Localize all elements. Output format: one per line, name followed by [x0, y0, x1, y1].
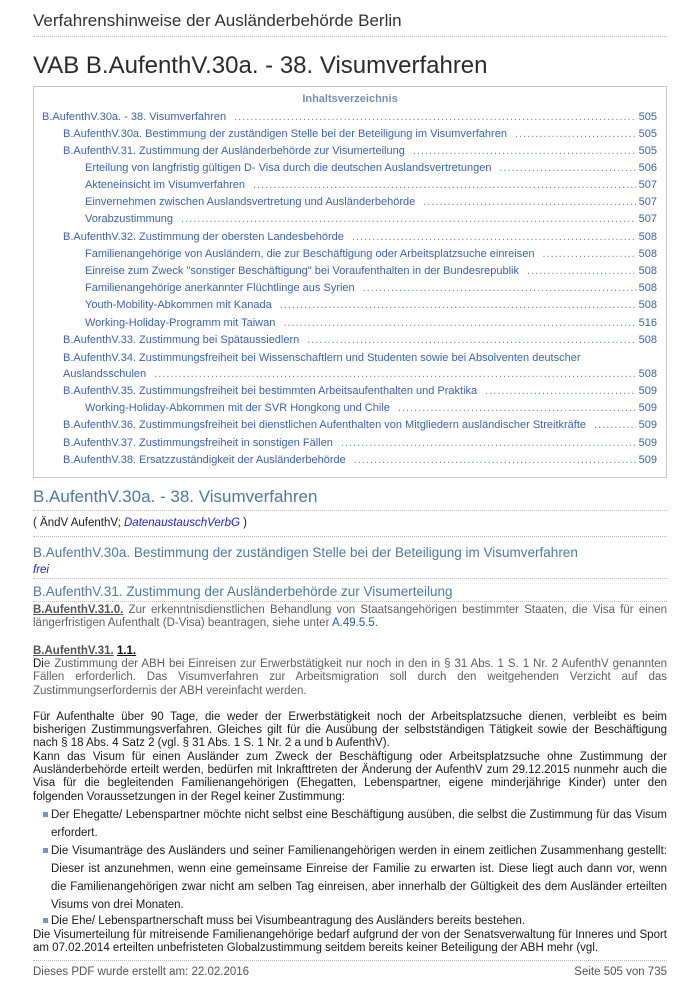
toc-item-page[interactable]: 509	[638, 402, 657, 414]
s31-0-text: Zur erkenntnisdienstlichen Behandlung von Staatsangehörigen bestimmter Staaten, die Visa für einen längerfristigen Aufenthalt (D-Visa) beantragen, siehe unter	[33, 604, 667, 630]
toc-leader-dots	[594, 418, 636, 433]
toc-item-page[interactable]: 508	[638, 334, 657, 346]
toc-item[interactable]	[85, 316, 657, 331]
toc-item[interactable]	[85, 401, 657, 416]
toc-item-label[interactable]: Einvernehmen zwischen Auslandsvertretung und Ausländerbehörde	[85, 196, 416, 208]
toc-item[interactable]	[63, 333, 657, 348]
toc-item-label[interactable]: B.AufenthV.36. Zustimmungsfreiheit bei dienstlichen Aufenthalten von Mitgliedern ausländischer Streitkräfte	[63, 419, 587, 431]
toc-item-page[interactable]: 508	[638, 265, 657, 277]
toc-leader-dots	[307, 333, 635, 348]
s31-0-ref: B.AufenthV.31.0.	[33, 604, 124, 616]
toc-leader-dots	[283, 316, 635, 331]
site-title: Verfahrenshinweise der Ausländerbehörde Berlin	[33, 11, 402, 30]
toc-item-label[interactable]: B.AufenthV.32. Zustimmung der obersten Landesbehörde	[63, 231, 344, 243]
toc-item-label[interactable]: B.AufenthV.35. Zustimmungsfreiheit bei bestimmten Arbeitsaufenthalten und Praktika	[63, 385, 478, 397]
toc-leader-dots	[280, 298, 636, 313]
bullet-square-icon	[43, 848, 48, 853]
s31-0-paragraph	[33, 604, 667, 630]
footer-divider	[33, 960, 667, 961]
table-of-contents	[33, 86, 667, 478]
toc-item[interactable]	[63, 453, 657, 468]
toc-item[interactable]	[85, 247, 657, 262]
s30a-frei[interactable]	[33, 564, 667, 577]
header-divider	[33, 36, 667, 37]
toc-item-page[interactable]: 505	[638, 111, 657, 123]
bullet-text: Der Ehegatte/ Lebenspartner möchte nicht selbst eine Beschäftigung ausüben, die selbst die Zustimmung für das Visum erfordert.	[51, 809, 667, 839]
toc-leader-dots	[398, 401, 636, 416]
toc-item-page[interactable]: 507	[638, 196, 657, 208]
footer-created: Dieses PDF wurde erstellt am: 22.02.2016	[33, 966, 250, 978]
toc-item-label[interactable]: Youth-Mobility-Abkommen mit Kanada	[85, 299, 272, 311]
a4955-link[interactable]: A.49.5.5	[331, 617, 375, 630]
toc-item-label[interactable]: B.AufenthV.30a. Bestimmung der zuständigen Stelle bei der Beteiligung im Visumverfahren	[63, 128, 507, 140]
bullet-text: Die Visumanträge des Ausländers und seiner Familienangehörigen werden in einem zeitlichen Zusammenhang gestellt: Dieser ist anzunehmen, wenn eine gemeinsame Einreise der Familie zu erwarten ist. Diese liegt auch dann vor, wenn die Familienangehörigen zwar nicht am selben Tag einreisen, aber innerhalb der Gültigkeit des dem Ausländer erteilten Visums von drei Monaten.	[51, 845, 667, 911]
toc-item-label[interactable]: B.AufenthV.38. Ersatzzuständigkeit der Ausländerbehörde	[63, 454, 346, 466]
toc-leader-dots	[542, 247, 635, 262]
paragraph-2: Kann das Visum für einen Ausländer zum Zweck der Beschäftigung oder Arbeitsplatzsuche ohne Zustimmung der Ausländerbehörde erteilt werden, bedürfen mit Inkrafttreten der Änderung der AufenthV zum 29.12.2015 nunmehr auch die Visa für die begleitenden Familienangehörigen (Ehegatten, Lebenspartner, eigene minderjährige Kinder) unter den folgenden Voraussetzungen in der Regel keiner Zustimmung:	[33, 751, 667, 803]
toc-leader-dots	[253, 178, 636, 193]
toc-item[interactable]	[63, 436, 657, 451]
bullet-text: Die Ehe/ Lebenspartnerschaft muss bei Visumbeantragung des Ausländers bereits bestehen.	[51, 915, 526, 927]
toc-item[interactable]	[63, 144, 657, 159]
datenaustausch-link[interactable]: DatenaustauschVerbG	[124, 517, 240, 529]
toc-leader-dots	[181, 212, 636, 227]
toc-item[interactable]	[63, 367, 657, 382]
paragraph-1: Für Aufenthalte über 90 Tage, die weder der Erwerbstätigkeit noch der Arbeitsplatzsuche dienen, verbleibt es beim bisherigen Zustimmungsverfahren. Gleiches gilt für die Ausübung der selbstständigen Tätigkeit sowie der Beschäftigung nach § 18 Abs. 4 Satz 2 (vgl. § 31 Abs. 1 S. 1 Nr. 2 a und b AufenthV).	[33, 711, 667, 750]
toc-item[interactable]	[85, 212, 657, 227]
toc-item-page[interactable]: 505	[638, 145, 657, 157]
toc-leader-dots	[154, 367, 635, 382]
toc-item[interactable]	[85, 178, 657, 193]
toc-leader-dots	[515, 127, 636, 142]
s31-0-end: .	[374, 617, 379, 630]
toc-item-page[interactable]: 508	[638, 368, 657, 380]
amendment-note	[33, 517, 667, 530]
toc-item-label[interactable]: Working-Holiday-Abkommen mit der SVR Hongkong und Chile	[85, 402, 390, 414]
toc-item-page[interactable]: 509	[638, 419, 657, 431]
toc-item-label[interactable]: Auslandsschulen	[63, 368, 147, 380]
toc-item-page[interactable]: 508	[638, 299, 657, 311]
toc-item-text[interactable]: B.AufenthV.34. Zustimmungsfreiheit bei Wissenschaftlern und Studenten sowie bei Absolventen deutscher	[63, 352, 581, 364]
s31-11-text: e Zustimmung der ABH bei Einreisen zur Erwerbstätigkeit nur noch in den in § 31 Abs. 1 S. 1 Nr. 2 AufenthV genannten Fällen erforderlich. Das Visumverfahren zur Arbeitsmigration soll durch den weitgehenden Verzicht auf das Zustimmungserfordernis der ABH vereinfacht werden.	[33, 658, 667, 697]
bullet-square-icon	[43, 812, 48, 817]
toc-item[interactable]	[63, 127, 657, 142]
toc-item[interactable]	[42, 110, 657, 125]
toc-leader-dots	[499, 161, 635, 176]
s30a-title: B.AufenthV.30a. Bestimmung der zuständigen Stelle bei der Beteiligung im Visumverfahren	[33, 545, 578, 560]
toc-item-label[interactable]: Familienangehörige anerkannter Flüchtlinge aus Syrien	[85, 282, 355, 294]
toc-item-label[interactable]: B.AufenthV.30a. - 38. Visumverfahren	[42, 111, 227, 123]
toc-item-label[interactable]: B.AufenthV.31. Zustimmung der Ausländerbehörde zur Visumerteilung	[63, 145, 405, 157]
toc-item-page[interactable]: 507	[638, 213, 657, 225]
toc-item[interactable]	[63, 384, 657, 399]
s30a-divider	[33, 578, 667, 579]
bullet-square-icon	[43, 918, 48, 923]
toc-item-label[interactable]: Working-Holiday-Programm mit Taiwan	[85, 317, 276, 329]
toc-leader-dots	[527, 264, 636, 279]
toc-item-label[interactable]: Familienangehörige von Ausländern, die zur Beschäftigung oder Arbeitsplatzsuche einreisen	[85, 248, 535, 260]
toc-item-page[interactable]: 505	[638, 128, 657, 140]
toc-item-label[interactable]: B.AufenthV.33. Zustimmung bei Spätaussiedlern	[63, 334, 300, 346]
toc-leader-dots	[354, 453, 636, 468]
s31-11-di: Di	[33, 658, 44, 671]
toc-item-page[interactable]: 507	[638, 179, 657, 191]
toc-item-label[interactable]: B.AufenthV.37. Zustimmungsfreiheit in sonstigen Fällen	[63, 437, 333, 449]
toc-item-page[interactable]: 509	[638, 385, 657, 397]
amend-prefix: ( ÄndV AufenthV;	[33, 517, 124, 529]
section-divider	[33, 510, 667, 511]
toc-leader-dots	[413, 144, 636, 159]
toc-item[interactable]	[85, 195, 657, 210]
toc-item[interactable]	[85, 161, 657, 176]
paragraph-3: Die Visumerteilung für mitreisende Familienangehörige bedarf aufgrund der von der Senatsverwaltung für Inneres und Sport am 07.02.2014 erteilten unbefristeten Globalzustimmung seitdem bereits keiner Beteiligung der ABH mehr (vgl.	[33, 929, 667, 955]
bullet-item-1	[43, 806, 667, 842]
toc-item-page[interactable]: 509	[638, 437, 657, 449]
toc-item[interactable]	[85, 281, 657, 296]
toc-item[interactable]	[63, 418, 657, 433]
toc-item-page[interactable]: 506	[638, 162, 657, 174]
toc-leader-dots	[341, 436, 636, 451]
toc-item-page[interactable]: 508	[638, 231, 657, 243]
toc-leader-dots	[234, 110, 636, 125]
amendment-divider	[33, 536, 667, 537]
s31-11-ref: B.AufenthV.31.	[33, 645, 114, 657]
toc-leader-dots	[363, 281, 636, 296]
s31-title: B.AufenthV.31. Zustimmung der Ausländerbehörde zur Visumerteilung	[33, 584, 453, 599]
toc-leader-dots	[352, 230, 636, 245]
page-title: VAB B.AufenthV.30a. - 38. Visumverfahren	[33, 52, 488, 79]
toc-leader-dots	[423, 195, 635, 210]
toc-item[interactable]	[85, 298, 657, 313]
s31-11-num: 1.1.	[116, 645, 137, 657]
toc-item-label[interactable]: Einreise zum Zweck "sonstiger Beschäftigung" bei Voraufenthalten in der Bundesrepublik	[85, 265, 520, 277]
bullet-item-2	[43, 842, 667, 914]
footer-page: Seite 505 von 735	[574, 966, 667, 978]
toc-item-page[interactable]: 516	[638, 317, 657, 329]
s31-11-paragraph	[33, 645, 667, 698]
toc-item-label[interactable]: Akteneinsicht im Visumverfahren	[85, 179, 245, 191]
toc-item-label[interactable]: Erteilung von langfristig gültigen D- Visa durch die deutschen Auslandsvertretungen	[85, 162, 492, 174]
toc-item-label[interactable]: Vorabzustimmung	[85, 213, 174, 225]
toc-leader-dots	[485, 384, 635, 399]
section-title: B.AufenthV.30a. - 38. Visumverfahren	[33, 487, 318, 506]
amend-suffix: )	[239, 517, 247, 529]
bullet-item-3	[43, 912, 667, 930]
toc-title: Inhaltsverzeichnis	[302, 93, 398, 105]
toc-item-page[interactable]: 508	[638, 282, 657, 294]
toc-item-page[interactable]: 508	[638, 248, 657, 260]
toc-item[interactable]	[63, 230, 657, 245]
toc-item[interactable]	[85, 264, 657, 279]
frei-link[interactable]: frei	[33, 564, 49, 576]
s31-divider	[33, 601, 667, 602]
toc-item-page[interactable]: 509	[638, 454, 657, 466]
